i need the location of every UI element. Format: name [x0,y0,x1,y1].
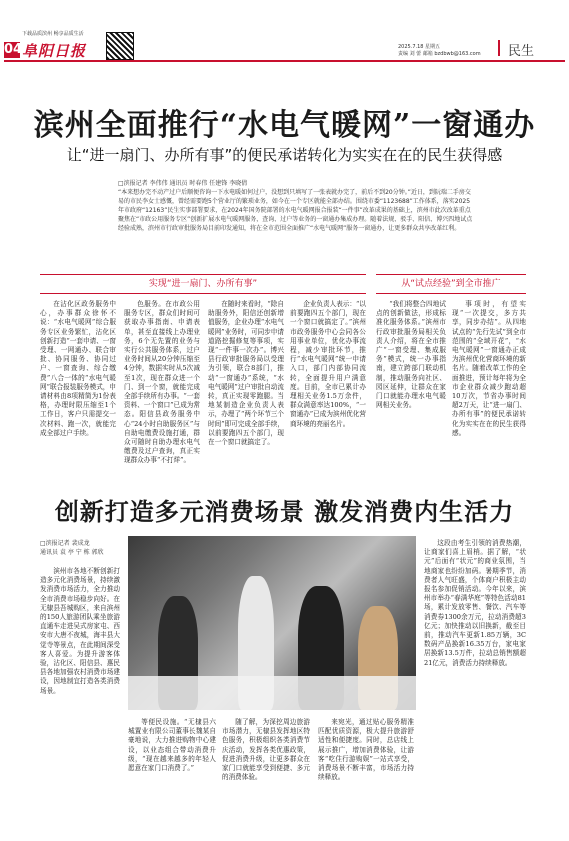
section-divider [498,40,500,56]
article2-headline: 创新打造多元消费场景 激发消费内生活力 [54,497,515,526]
article1-column-5: “我们将整合四地试点的创新做法，形成标准化服务体系。”滨州市行政审批服务局相关负责人介绍，将在全市推广“一窗受理、集成服务”模式，统一办事指南，建立跨部门联动机制，推动服务向社区、园区延伸，让群众在家门口就能办理水电气暖网相关业务。 [376,300,446,410]
header-slogan: 下载品质滨州 畅享品质生活 [22,31,84,37]
article1-column-2: 色服务。在市政公用服务专区，群众们时间可获取办事指南、申请表单，甚至直接线上办理业务，6个无先置的业务与实行公共服务体系，过户业务时间从20分钟压缩至4分钟，数据实时从5次减至1次，现在群众进一个门、到一个窗，就能完成全部手续所有办事。“一套资料、一个窗口”已成为常态。阳信县政务服务中心“24小时自助服务区”与自助电缴费设施打通，群众可随时自助办理水电气缴费及过户查询，真正实现群众办事“不打烊”。 [124,300,200,465]
editor-line: 责编 刘 蕾 邮箱 bzdbwb@163.com [398,51,481,57]
subsection-banner-right: 从“试点经验”到全市推广 [376,274,526,294]
date-line: 2025.7.18 星期五 [398,44,441,50]
masthead-logo: 阜阳日报 [22,42,87,60]
subsection-banner-left: 实现“进一扇门、办所有事” [40,274,366,294]
section-label: 民生 [508,44,535,59]
article2-column-2: 等便民设施。“无棣县六城置业有限公司董事长魏某自豪地说，大力推进购物中心建设，以业态组合带动消费升级，“现在越来越多的年轻人愿意在家门口消费了。” [128,718,216,773]
header-meta [398,44,481,58]
article1-column-4: 企业负责人表示：“以前要跑四五个部门，现在一个窗口就搞定了。”滨州市政务服务中心会同各公用事业单位，优化办事流程，减少审批环节，推行“水电气暖网”统一申请入口，部门内部协同流转，全面提升用户满意度。目前，全市已累计办理相关业务1.5万余件，群众满意率达100%，“一窗通办”已成为滨州优化营商环境的亮丽名片。 [290,300,366,428]
article1-column-6: 事项时，有望实现“一次提交，多方共享，同步办结”。从四地试点的“先行先试”到全市范围的“全域开花”，“水电气暖网”一窗通办正成为滨州优化营商环境的新名片。随着改革工作的全面推进，预计每年将为全市企业群众减少跑动超10万次，节省办事时间超2万天，让“进一扇门、办所有事”的便民承诺转化为实实在在的民生获得感。 [452,300,526,437]
article1-headline: 滨州全面推行“水电气暖网”一窗通办 [33,108,536,143]
article1-lead: “本来想办完不动产过户后顺便咨询一下水电暖如何过户，没想到只填写了一张表就办完了，前后不到20分钟。”近日，到阮瑞二手房交易的市民李女士感慨，曾经需要跑5个营业厅的繁琐业务，如今在一个专区就能全部办结。围绕市委“1123688”工作体系，落实2025年市政府“12163”民生实事部署要求，在2024年国务院部署的水电气暖网报合报装“一件事”改革成果的基础上，滨州市此次改革重点聚焦在“市政公用服务专区”创新扩展水电气暖网服务，查询、过户等业务的一窗通办集成办理。随着法规、驳手、阳信、博兴四地试点经验成熟，滨州市行政审批服务局目前印发通知，将在全市范围全面推广“水电气暖网”服务一窗通办，让更多群众共享改革红利。 [118,189,473,232]
article2-column-1: 滨州市各地不断创新打造多元化消费场景，持续激发消费市场活力，全力推动全市消费市场稳步向好。在无棣县吾城购区，来自滨州的150人旅游团队乘坐旅游直通车走进吴式房家屯、西安市大唐不夜城，海丰县大觉寺等景点，在此期间深受客人喜爱。为提升游客体验，沾化区、阳信县、惠民县各地加强农村消费市场建设，因地制宜打造各类消费场景。 [40,567,120,695]
photo-counter [128,676,416,710]
page-number: 04 [4,42,23,57]
article2-column-3: 随了解，为深挖周边旅游市场潜力，无棣县发挥地区特色服务，积极组织各类消费节庆活动，发挥各类优惠政策，促进消费升级，让更多群众在家门口就能享受到便捷、多元的消费体验。 [222,718,310,782]
qr-code-icon [106,32,134,60]
article1-column-1: 在沾化区政务服务中心，办事群众徐怀不说：“水电气暖网”综合服务专区业务繁忙，沾化区创新打造“一套申请、一窗受理、一网通办、联合审批、协同服务、协同过户、一窗查询、综合缴费”八合一体的“水电气暖网”联合报装服务模式，申请材料由8项精简为1份表格，办理时限压缩至1个工作日，客户只需提交一次材料、跑一次，就能完成全部过户手续。 [40,300,116,437]
store-photo [128,536,416,710]
article2-column-4: 来宛光，通过贴心服务精准匹配优质资源，极大提升旅游舒适性和便捷度。同时，总店线上展示推广，增加消费体验，让游客“吃住行游购娱”一站式享受，消费场景不断丰富，市场活力持续释放。 [318,718,414,782]
article1-byline: □滨报记者 李伟伟 通讯员 时春伟 任建锋 李晓倩 [118,180,248,187]
article1-subheadline: 让“进一扇门、办所有事”的便民承诺转化为实实在在的民生获得感 [66,146,503,164]
article1-column-3: 在随时来看时，“除自助服务外，阳信还创新增值服务，企业办理“水电气暖网”业务时，可同步申请道路挖掘修复等事项，实现“一件事一次办”。博兴县行政审批服务局以受理为引领，联合8部门，推动“一窗通办”系统，“水电气暖网”过户审批自动流转，真正实现零跑腿。当地某制造企业负责人表示，办理了“两个环节三个时间”即可完成全部手续，以前要跑四五个部门，现在一个窗口就搞定了。 [208,300,284,447]
article2-byline: □滨报记者 裴成龙 通讯员 袁 亭 宁 栋 郭欣 [40,540,104,556]
header-rule [4,60,565,62]
article2-column-5: 这段由考生引领的消费热潮，让商家们喜上眉梢。据了解，“状元”后面有“状元”的商业氛围，当地商家也纷纷加码。暑期季节，消费者人气旺盛，个体商户积极主动报名参加促销活动。今年以来，滨州市举办“春满华庭”等特色活动81场，累计发放零售、餐饮、汽车等消费券1300余万元，拉动消费超3亿元；加快推动以旧换新，截至目前，推动汽车更新1.85万辆，3C数码产品换新16.35万台，家电家居换新13.5万件，拉动总销售额超21亿元，消费活力持续释放。 [424,539,526,667]
